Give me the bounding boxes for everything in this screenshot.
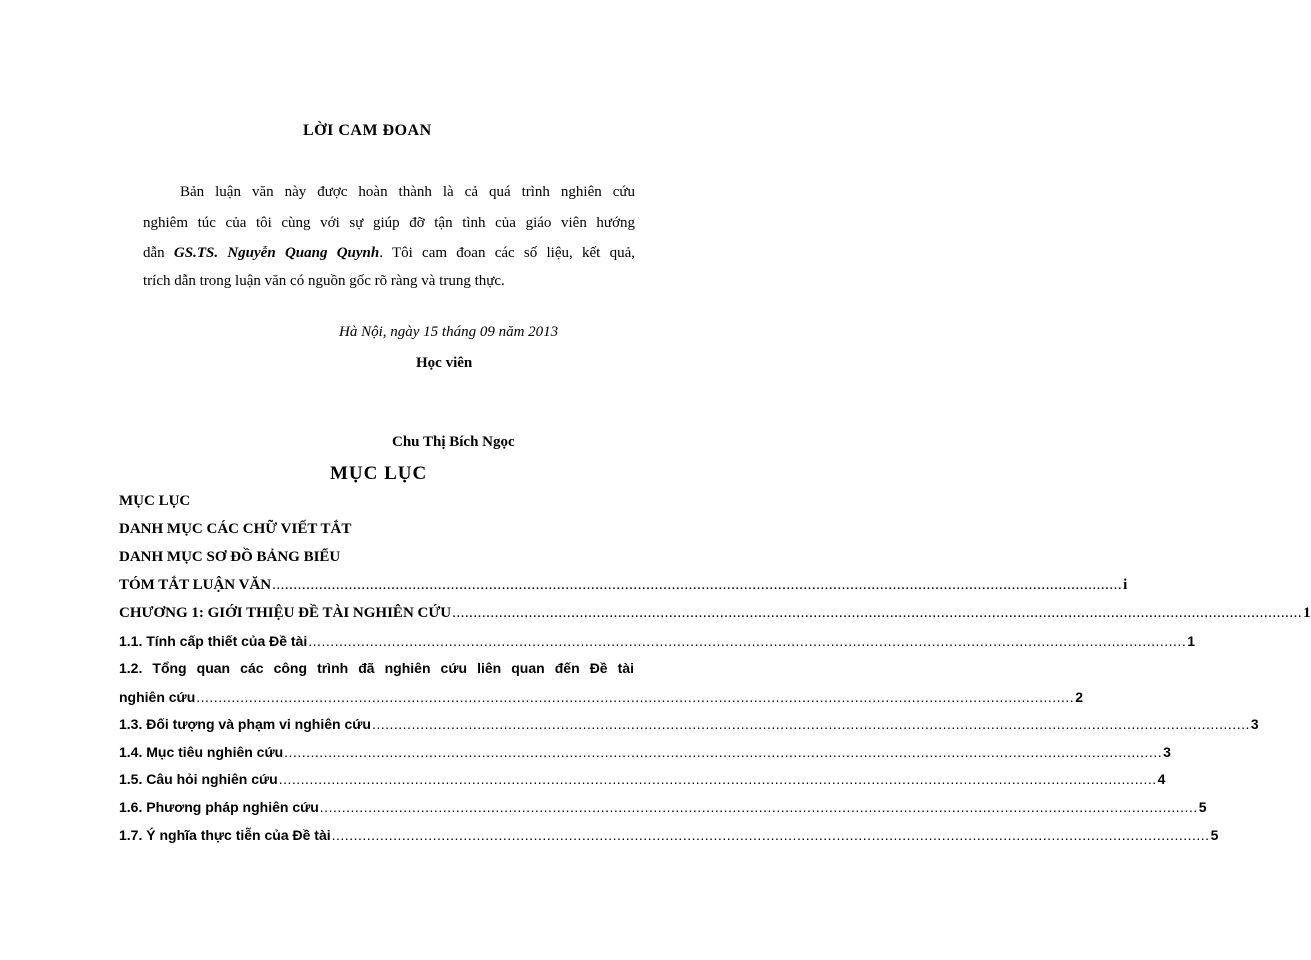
toc-entry-label: TÓM TẮT LUẬN VĂN <box>119 577 272 593</box>
toc-entry-label: CHƯƠNG 1: GIỚI THIỆU ĐỀ TÀI NGHIÊN CỨU <box>119 605 452 621</box>
dot-leader: ........................................................................................................................................................................................................ <box>272 577 1123 593</box>
declaration-line-2: nghiêm túc của tôi cùng với sự giúp đỡ tận tình của giáo viên hướng <box>143 215 635 231</box>
toc-entry-page: 4 <box>1157 771 1166 787</box>
toc-entry-page: 1 <box>1303 605 1311 621</box>
declaration-line-4: trích dẫn trong luận văn có nguồn gốc rõ ràng và trung thực. <box>143 273 505 289</box>
declaration-title: LỜI CAM ĐOAN <box>303 122 432 139</box>
toc-entry-page: i <box>1123 577 1128 593</box>
toc-entry-label-line-1[interactable]: 1.2. Tổng quan các công trình đã nghiên cứu liên quan đến Đề tài <box>119 660 634 676</box>
toc-plain-entry: MỤC LỤC <box>119 493 191 509</box>
toc-entry-label: 1.1. Tính cấp thiết của Đề tài <box>119 633 308 649</box>
signer-name: Chu Thị Bích Ngọc <box>392 434 515 450</box>
toc-entry[interactable] <box>119 689 1083 705</box>
declaration-role: Học viên <box>416 355 473 371</box>
dot-leader: ........................................................................................................................................................................................................ <box>308 633 1187 649</box>
declaration-line-3-prefix: dẫn <box>143 245 174 261</box>
toc-entry-page: 1 <box>1187 633 1196 649</box>
toc-entry[interactable] <box>119 771 1166 787</box>
dot-leader: ........................................................................................................................................................................................................ <box>278 771 1157 787</box>
toc-entry-label: 1.5. Câu hỏi nghiên cứu <box>119 771 278 787</box>
toc-entry[interactable] <box>119 744 1171 760</box>
toc-entry[interactable] <box>119 577 1128 594</box>
declaration-date: Hà Nội, ngày 15 tháng 09 năm 2013 <box>339 324 559 340</box>
toc-title: MỤC LỤC <box>330 463 428 484</box>
toc-entry-page: 2 <box>1075 689 1083 705</box>
toc-entry-page: 3 <box>1163 744 1171 760</box>
advisor-name: GS.TS. Nguyễn Quang Quynh <box>173 245 380 261</box>
dot-leader: ........................................................................................................................................................................................................ <box>452 605 1303 621</box>
toc-entry[interactable] <box>119 633 1196 649</box>
toc-entry[interactable] <box>119 716 1259 732</box>
dot-leader: ........................................................................................................................................................................................................ <box>331 827 1210 843</box>
toc-entry-page: 5 <box>1210 827 1219 843</box>
toc-entry-label: 1.6. Phương pháp nghiên cứu <box>119 799 319 815</box>
toc-entry[interactable] <box>119 605 1311 622</box>
declaration-line-3 <box>143 245 635 262</box>
toc-entry-label: 1.7. Ý nghĩa thực tiễn của Đề tài <box>119 827 331 843</box>
toc-plain-entry: DANH MỤC CÁC CHỮ VIẾT TẮT <box>119 521 352 537</box>
toc-entry-label: 1.3. Đối tượng và phạm vi nghiên cứu <box>119 716 371 732</box>
dot-leader: ........................................................................................................................................................................................................ <box>319 799 1198 815</box>
dot-leader: ........................................................................................................................................................................................................ <box>371 716 1250 732</box>
toc-entry-label: nghiên cứu <box>119 689 196 705</box>
toc-entry-page: 3 <box>1250 716 1259 732</box>
toc-entry-page: 5 <box>1198 799 1207 815</box>
dot-leader: ........................................................................................................................................................................................................ <box>284 744 1163 760</box>
toc-entry[interactable] <box>119 827 1219 843</box>
toc-entry[interactable] <box>119 799 1207 815</box>
declaration-line-1: Bản luận văn này được hoàn thành là cả quá trình nghiên cứu <box>180 184 635 200</box>
toc-entry-label: 1.4. Mục tiêu nghiên cứu <box>119 744 284 760</box>
dot-leader: ........................................................................................................................................................................................................ <box>196 689 1075 705</box>
declaration-line-3-suffix: . Tôi cam đoan các số liệu, kết quả, <box>379 245 635 261</box>
toc-plain-entry: DANH MỤC SƠ ĐỒ BẢNG BIỂU <box>119 549 341 565</box>
